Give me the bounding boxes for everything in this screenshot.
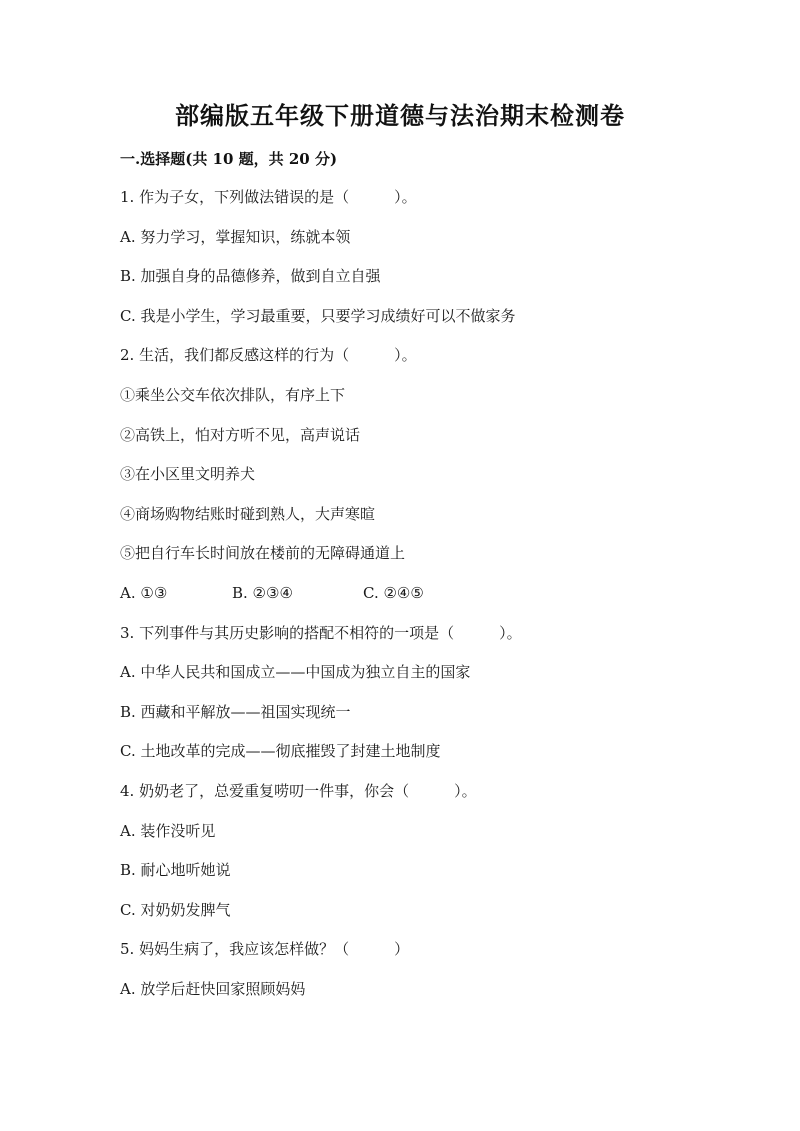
question-1-option-a: A. 努力学习，掌握知识，练就本领 bbox=[120, 227, 351, 246]
question-2-stem: 2. 生活，我们都反感这样的行为（ ）。 bbox=[120, 346, 417, 365]
question-3-option-a: A. 中华人民共和国成立——中国成为独立自主的国家 bbox=[120, 663, 471, 682]
question-3-stem: 3. 下列事件与其历史影响的搭配不相符的一项是（ ）。 bbox=[120, 623, 522, 642]
question-2-options bbox=[120, 582, 720, 622]
question-3-option-b: B. 西藏和平解放——祖国实现统一 bbox=[120, 702, 351, 721]
question-4-option-a: A. 装作没听见 bbox=[120, 821, 216, 840]
question-4-option-c: C. 对奶奶发脾气 bbox=[120, 900, 231, 919]
question-4-stem: 4. 奶奶老了，总爱重复唠叨一件事，你会（ ）。 bbox=[120, 781, 477, 800]
question-1-option-b: B. 加强自身的品德修养，做到自立自强 bbox=[120, 267, 381, 286]
question-4-option-b: B. 耐心地听她说 bbox=[120, 861, 231, 880]
question-2-statement-1: ①乘坐公交车依次排队，有序上下 bbox=[120, 385, 346, 404]
question-2-option-c: C. ②④⑤ bbox=[363, 583, 424, 602]
question-list bbox=[120, 186, 720, 1017]
question-3-option-c: C. 土地改革的完成——彻底摧毁了封建土地制度 bbox=[120, 742, 441, 761]
question-2-statement-2: ②高铁上，怕对方听不见，高声说话 bbox=[120, 425, 361, 444]
question-2-statement-3: ③在小区里文明养犬 bbox=[120, 465, 256, 484]
exam-title: 部编版五年级下册道德与法治期末检测卷 bbox=[175, 101, 625, 130]
question-5-option-a: A. 放学后赶快回家照顾妈妈 bbox=[120, 979, 306, 998]
question-1-stem: 1. 作为子女，下列做法错误的是（ ）。 bbox=[120, 188, 417, 206]
question-2-statement-4: ④商场购物结账时碰到熟人，大声寒暄 bbox=[120, 504, 376, 523]
section-heading: 一.选择题(共 10 题，共 20 分) bbox=[120, 150, 338, 168]
question-1-option-c: C. 我是小学生，学习最重要，只要学习成绩好可以不做家务 bbox=[120, 306, 516, 325]
question-2-option-b: B. ②③④ bbox=[232, 583, 293, 602]
question-2-option-a: A. ①③ bbox=[120, 583, 168, 602]
question-2-statement-5: ⑤把自行车长时间放在楼前的无障碍通道上 bbox=[120, 544, 406, 563]
question-5-stem: 5. 妈妈生病了，我应该怎样做？（ ） bbox=[120, 940, 410, 959]
